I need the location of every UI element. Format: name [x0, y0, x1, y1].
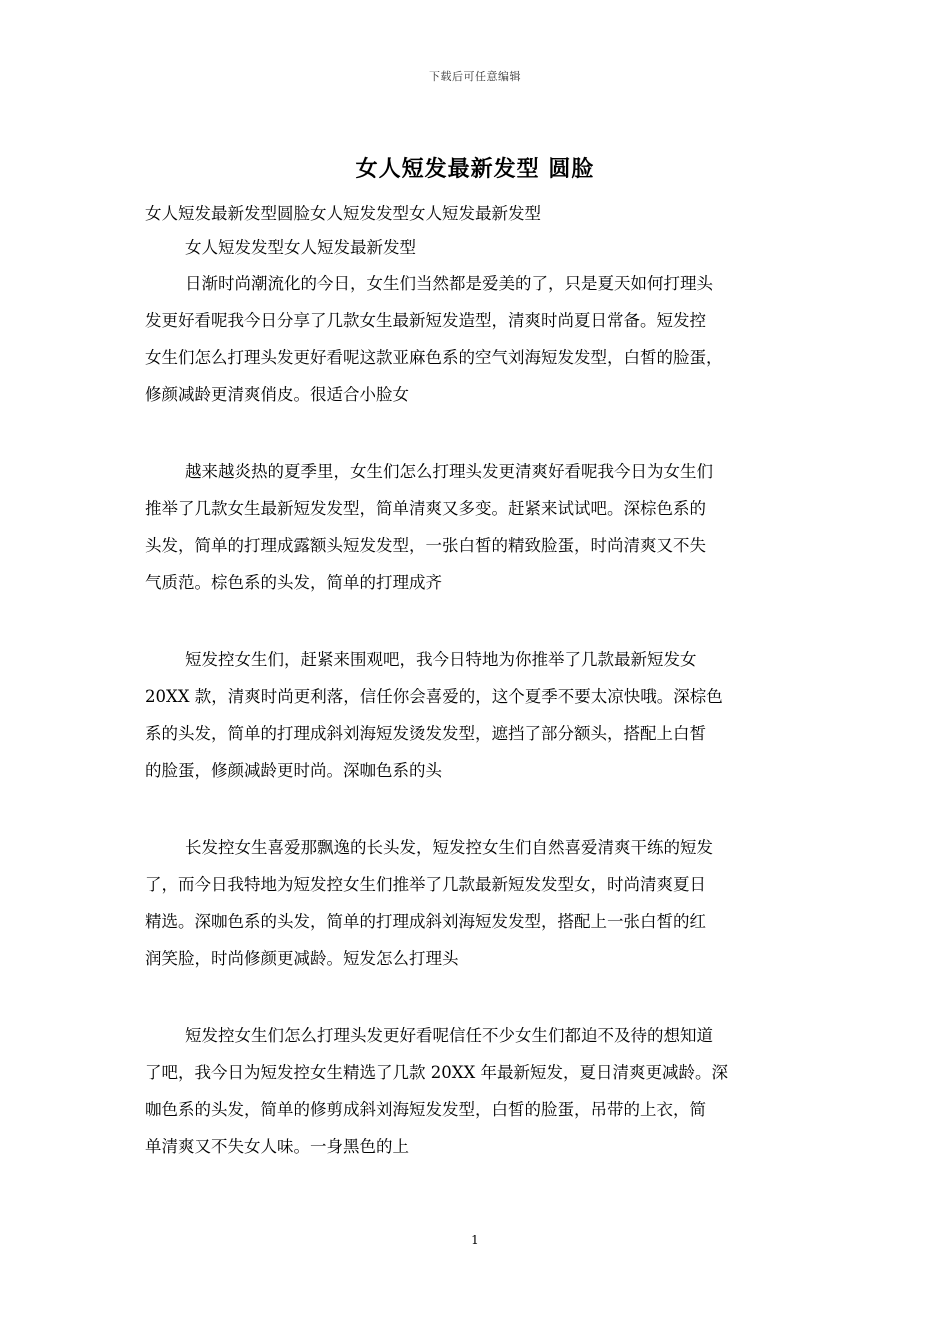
- subtitle-line: 女人短发发型女人短发最新发型: [185, 238, 416, 257]
- paragraph-line: 短发控女生们，赶紧来围观吧，我今日特地为你推举了几款最新短发女: [185, 650, 697, 669]
- paragraph-line: 女生们怎么打理头发更好看呢这款亚麻色系的空气刘海短发发型，白皙的脸蛋，: [145, 348, 723, 367]
- paragraph-line: 单清爽又不失女人味。一身黑色的上: [145, 1137, 409, 1156]
- paragraph: [145, 1017, 815, 1165]
- paragraph-line: 润笑脸，时尚修颜更减龄。短发怎么打理头: [145, 949, 459, 968]
- document-body: [145, 197, 815, 1165]
- paragraph-line: 头发，简单的打理成露额头短发发型，一张白皙的精致脸蛋，时尚清爽又不失: [145, 536, 706, 555]
- document-title: 女人短发最新发型 圆脸: [355, 156, 595, 182]
- paragraph-line: 气质范。棕色系的头发，简单的打理成齐: [145, 573, 442, 592]
- paragraph: [145, 641, 815, 789]
- paragraph: [145, 265, 815, 413]
- paragraph-line: 了吧，我今日为短发控女生精选了几款 20XX 年最新短发，夏日清爽更减龄。深: [145, 1063, 728, 1082]
- paragraph: [145, 453, 815, 601]
- paragraph: [145, 829, 815, 977]
- paragraph-line: 长发控女生喜爱那飘逸的长头发，短发控女生们自然喜爱清爽干练的短发: [185, 838, 713, 857]
- paragraph-line: 日渐时尚潮流化的今日，女生们当然都是爱美的了，只是夏天如何打理头: [185, 274, 713, 293]
- download-note: 下载后可任意编辑: [429, 70, 521, 83]
- paragraph-line: 的脸蛋，修颜减龄更时尚。深咖色系的头: [145, 761, 442, 780]
- page-number: 1: [471, 1233, 479, 1247]
- paragraph-line: 修颜减龄更清爽俏皮。很适合小脸女: [145, 385, 409, 404]
- paragraph-line: 了，而今日我特地为短发控女生们推举了几款最新短发发型女，时尚清爽夏日: [145, 875, 706, 894]
- paragraph-line: 越来越炎热的夏季里，女生们怎么打理头发更清爽好看呢我今日为女生们: [185, 462, 713, 481]
- paragraph-line: 20XX 款，清爽时尚更利落，信任你会喜爱的，这个夏季不要太凉快哦。深棕色: [145, 687, 723, 706]
- subtitle-line: 女人短发最新发型圆脸女人短发发型女人短发最新发型: [145, 204, 541, 223]
- paragraph-line: 发更好看呢我今日分享了几款女生最新短发造型，清爽时尚夏日常备。短发控: [145, 311, 706, 330]
- paragraph-line: 推举了几款女生最新短发发型，简单清爽又多变。赶紧来试试吧。深棕色系的: [145, 499, 706, 518]
- paragraph-line: 咖色系的头发，简单的修剪成斜刘海短发发型，白皙的脸蛋，吊带的上衣，简: [145, 1100, 706, 1119]
- paragraph-line: 精选。深咖色系的头发，简单的打理成斜刘海短发发型，搭配上一张白皙的红: [145, 912, 706, 931]
- paragraph-line: 短发控女生们怎么打理头发更好看呢信任不少女生们都迫不及待的想知道: [185, 1026, 713, 1045]
- paragraph-line: 系的头发，简单的打理成斜刘海短发烫发发型，遮挡了部分额头，搭配上白皙: [145, 724, 706, 743]
